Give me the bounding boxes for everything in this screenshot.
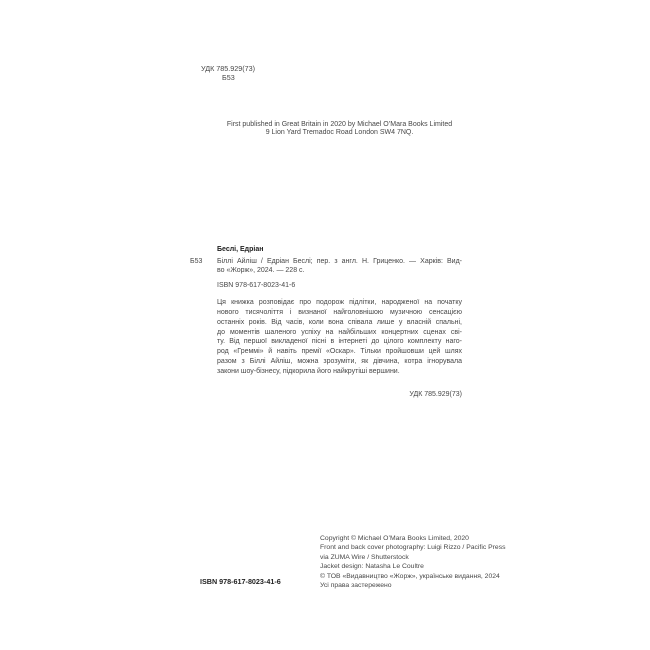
classification-codes xyxy=(201,65,255,82)
author-heading: Беслі, Едріан xyxy=(217,246,264,253)
annotation-line: до моментів шаленого успіху на найбільших концертних сценах сві- xyxy=(217,328,462,336)
annotation-line: нового тисячоліття і визнаної найголовнішою музичною сенсацією xyxy=(217,308,462,316)
description-line: Біллі Айліш / Едріан Беслі; пер. з англ. Н. Гриценко. — Харків: Вид- xyxy=(217,257,462,265)
annotation-line: закони шоу-бізнесу, підкорила його найкрутіші вершини. xyxy=(217,368,400,376)
credits-block xyxy=(320,534,540,590)
rights-reserved-line: Усі права застережено xyxy=(320,582,392,590)
description-line: во «Жорж», 2024. — 228 с. xyxy=(217,267,305,275)
catalog-card-body xyxy=(217,245,462,400)
udk-code: УДК 785.929(73) xyxy=(201,64,256,73)
annotation-line: останніх років. Від часів, коли вона співала лише у власній спальні, xyxy=(217,318,462,326)
annotation-line: род «Греммі» й навіть премії «Оскар». Тільки пройшовши цей шлях xyxy=(217,348,462,356)
annotation-line: Ця книжка розповідає про подорож підлітки, народженої на початку xyxy=(217,298,462,306)
isbn-catalog: ISBN 978-617-8023-41-6 xyxy=(217,282,296,290)
publisher-copyright-line: © ТОВ «Видавництво «Жорж», українське видання, 2024 xyxy=(320,572,500,580)
catalog-index-code: Б53 xyxy=(190,257,203,265)
udk-code-footer: УДК 785.929(73) xyxy=(409,391,462,398)
bibliographic-description xyxy=(217,257,462,276)
annotation-line: ту. Від першої викладеної пісні в інтернеті до цілого комплекту наго- xyxy=(217,338,462,346)
isbn-footer: ISBN 978-617-8023-41-6 xyxy=(200,577,281,586)
photography-credit-line: Front and back cover photography: Luigi Rizzo / Pacific Press xyxy=(320,544,506,552)
catalog-card xyxy=(190,245,462,400)
publication-notice-line: First published in Great Britain in 2020 by Michael O’Mara Books Limited xyxy=(226,121,453,128)
copyright-line: Copyright © Michael O’Mara Books Limited, 2020 xyxy=(320,535,469,542)
author-sign-code: Б53 xyxy=(222,72,235,82)
original-publication-notice xyxy=(179,121,500,138)
photography-credit-line: via ZUMA Wire / Shutterstock xyxy=(320,553,409,561)
jacket-design-credit-line: Jacket design: Natasha Le Coultre xyxy=(320,563,424,571)
annotation-line: разом з Біллі Айліш, можна зрозуміти, як дівчина, котра ігнорувала xyxy=(217,358,462,366)
annotation-paragraph xyxy=(217,298,462,377)
publication-address-line: 9 Lion Yard Tremadoc Road London SW4 7NQ. xyxy=(265,129,414,137)
